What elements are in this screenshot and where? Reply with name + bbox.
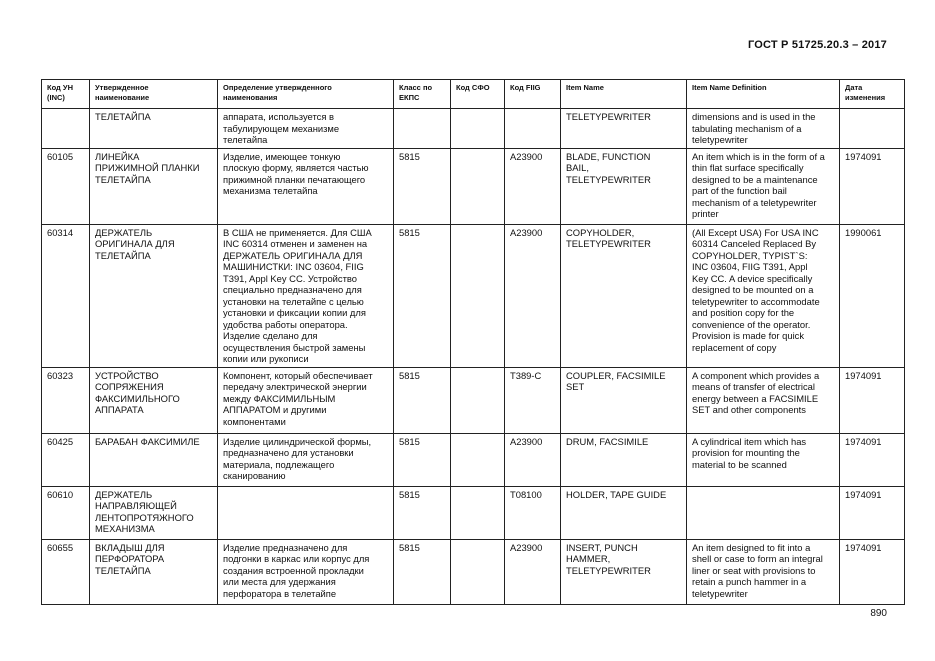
cell-fiig: A23900 (505, 433, 561, 486)
cell-inc: 60314 (42, 224, 90, 367)
cell-sfo (451, 539, 505, 604)
column-header-fiig: Код FIIG (505, 80, 561, 109)
cell-definition (218, 486, 394, 539)
cell-sfo (451, 224, 505, 367)
table-header-row (42, 80, 905, 109)
cell-sfo (451, 486, 505, 539)
cell-date: 1974091 (840, 148, 905, 224)
cell-date: 1974091 (840, 486, 905, 539)
cell-inc: 60105 (42, 148, 90, 224)
cell-name: ТЕЛЕТАЙПА (90, 109, 218, 149)
cell-inc (42, 109, 90, 149)
cell-item-definition: An item which is in the form of a thin flat surface specifically designed to be a maintenance part of the function bail mechanism of a teletypewriter printer (687, 148, 840, 224)
cell-fiig: A23900 (505, 539, 561, 604)
cell-definition: В США не применяется. Для США INC 60314 отменен и заменен на ДЕРЖАТЕЛЬ ОРИГИНАЛА ДЛЯ МАШИНИСТКИ: INC 03604, FIIG T391, Appl Key CC. Устройство специально предназначено для установки на телетайпе с целью установки и фиксации копии для удобства работы оператора. Изделие сделано для осуществления быстрой замены копии или рукописи (218, 224, 394, 367)
cell-date: 1974091 (840, 433, 905, 486)
cell-item-definition: (All Except USA) For USA INC 60314 Canceled Replaced By COPYHOLDER, TYPIST`S: INC 03604, FIIG T391, Appl Key CC. A device specifically designed to be mounted on a teletypewriter to accommodate and position copy for the convenience of the operator. Provision is made for quick replacement of copy (687, 224, 840, 367)
column-header-name: Утвержденное наименование (90, 80, 218, 109)
cell-date (840, 109, 905, 149)
column-header-definition: Определение утвержденного наименования (218, 80, 394, 109)
cell-definition: аппарата, используется в табулирующем механизме телетайпа (218, 109, 394, 149)
cell-item-name: DRUM, FACSIMILE (561, 433, 687, 486)
page-number: 890 (870, 608, 887, 619)
table-row (42, 148, 905, 224)
cell-name: ВКЛАДЫШ ДЛЯ ПЕРФОРАТОРА ТЕЛЕТАЙПА (90, 539, 218, 604)
cell-definition: Изделие цилиндрической формы, предназначено для установки материала, подлежащего сканированию (218, 433, 394, 486)
cell-item-name: INSERT, PUNCH HAMMER, TELETYPEWRITER (561, 539, 687, 604)
table-row (42, 109, 905, 149)
cell-item-definition: An item designed to fit into a shell or case to form an integral liner or seat with provisions to retain a punch hammer in a teletypewriter (687, 539, 840, 604)
column-header-ekps: Класс по ЕКПС (394, 80, 451, 109)
cell-sfo (451, 433, 505, 486)
column-header-date: Дата изменения (840, 80, 905, 109)
cell-name: ДЕРЖАТЕЛЬ НАПРАВЛЯЮЩЕЙ ЛЕНТОПРОТЯЖНОГО МЕХАНИЗМА (90, 486, 218, 539)
table-row (42, 224, 905, 367)
cell-fiig: T389-C (505, 367, 561, 433)
cell-definition: Изделие, имеющее тонкую плоскую форму, является частью прижимной планки печатающего механизма телетайпа (218, 148, 394, 224)
cell-item-definition: A cylindrical item which has provision for mounting the material to be scanned (687, 433, 840, 486)
cell-date: 1974091 (840, 367, 905, 433)
cell-item-definition: A component which provides a means of transfer of electrical energy between a FACSIMILE SET and other components (687, 367, 840, 433)
cell-fiig: A23900 (505, 148, 561, 224)
cell-date: 1990061 (840, 224, 905, 367)
cell-ekps: 5815 (394, 148, 451, 224)
column-header-inc: Код УН (INC) (42, 80, 90, 109)
cell-fiig: A23900 (505, 224, 561, 367)
cell-item-name: HOLDER, TAPE GUIDE (561, 486, 687, 539)
cell-definition: Компонент, который обеспечивает передачу электрической энергии между ФАКСИМИЛЬНЫМ АППАРАТОМ и другими компонентами (218, 367, 394, 433)
cell-sfo (451, 367, 505, 433)
cell-item-definition: dimensions and is used in the tabulating mechanism of a teletypewriter (687, 109, 840, 149)
cell-ekps: 5815 (394, 367, 451, 433)
cell-item-definition (687, 486, 840, 539)
column-header-item-name: Item Name (561, 80, 687, 109)
cell-ekps: 5815 (394, 486, 451, 539)
document-header: ГОСТ Р 51725.20.3 – 2017 (747, 39, 887, 51)
column-header-item-definition: Item Name Definition (687, 80, 840, 109)
table-row (42, 486, 905, 539)
cell-fiig: T08100 (505, 486, 561, 539)
table-row (42, 367, 905, 433)
cell-item-name: COPYHOLDER, TELETYPEWRITER (561, 224, 687, 367)
cell-name: УСТРОЙСТВО СОПРЯЖЕНИЯ ФАКСИМИЛЬНОГО АППАРАТА (90, 367, 218, 433)
cell-ekps: 5815 (394, 224, 451, 367)
cell-item-name: TELETYPEWRITER (561, 109, 687, 149)
cell-ekps (394, 109, 451, 149)
cell-sfo (451, 109, 505, 149)
cell-ekps: 5815 (394, 539, 451, 604)
cell-definition: Изделие предназначено для подгонки в каркас или корпус для создания встроенной прокладки или места для удержания перфоратора в телетайпе (218, 539, 394, 604)
cell-name: ЛИНЕЙКА ПРИЖИМНОЙ ПЛАНКИ ТЕЛЕТАЙПА (90, 148, 218, 224)
classification-table (41, 79, 905, 605)
cell-item-name: BLADE, FUNCTION BAIL, TELETYPEWRITER (561, 148, 687, 224)
cell-item-name: COUPLER, FACSIMILE SET (561, 367, 687, 433)
cell-fiig (505, 109, 561, 149)
cell-date: 1974091 (840, 539, 905, 604)
table-row (42, 539, 905, 604)
cell-inc: 60425 (42, 433, 90, 486)
cell-name: БАРАБАН ФАКСИМИЛЕ (90, 433, 218, 486)
cell-sfo (451, 148, 505, 224)
table-row (42, 433, 905, 486)
cell-inc: 60655 (42, 539, 90, 604)
cell-ekps: 5815 (394, 433, 451, 486)
cell-name: ДЕРЖАТЕЛЬ ОРИГИНАЛА ДЛЯ ТЕЛЕТАЙПА (90, 224, 218, 367)
cell-inc: 60323 (42, 367, 90, 433)
column-header-sfo: Код СФО (451, 80, 505, 109)
cell-inc: 60610 (42, 486, 90, 539)
